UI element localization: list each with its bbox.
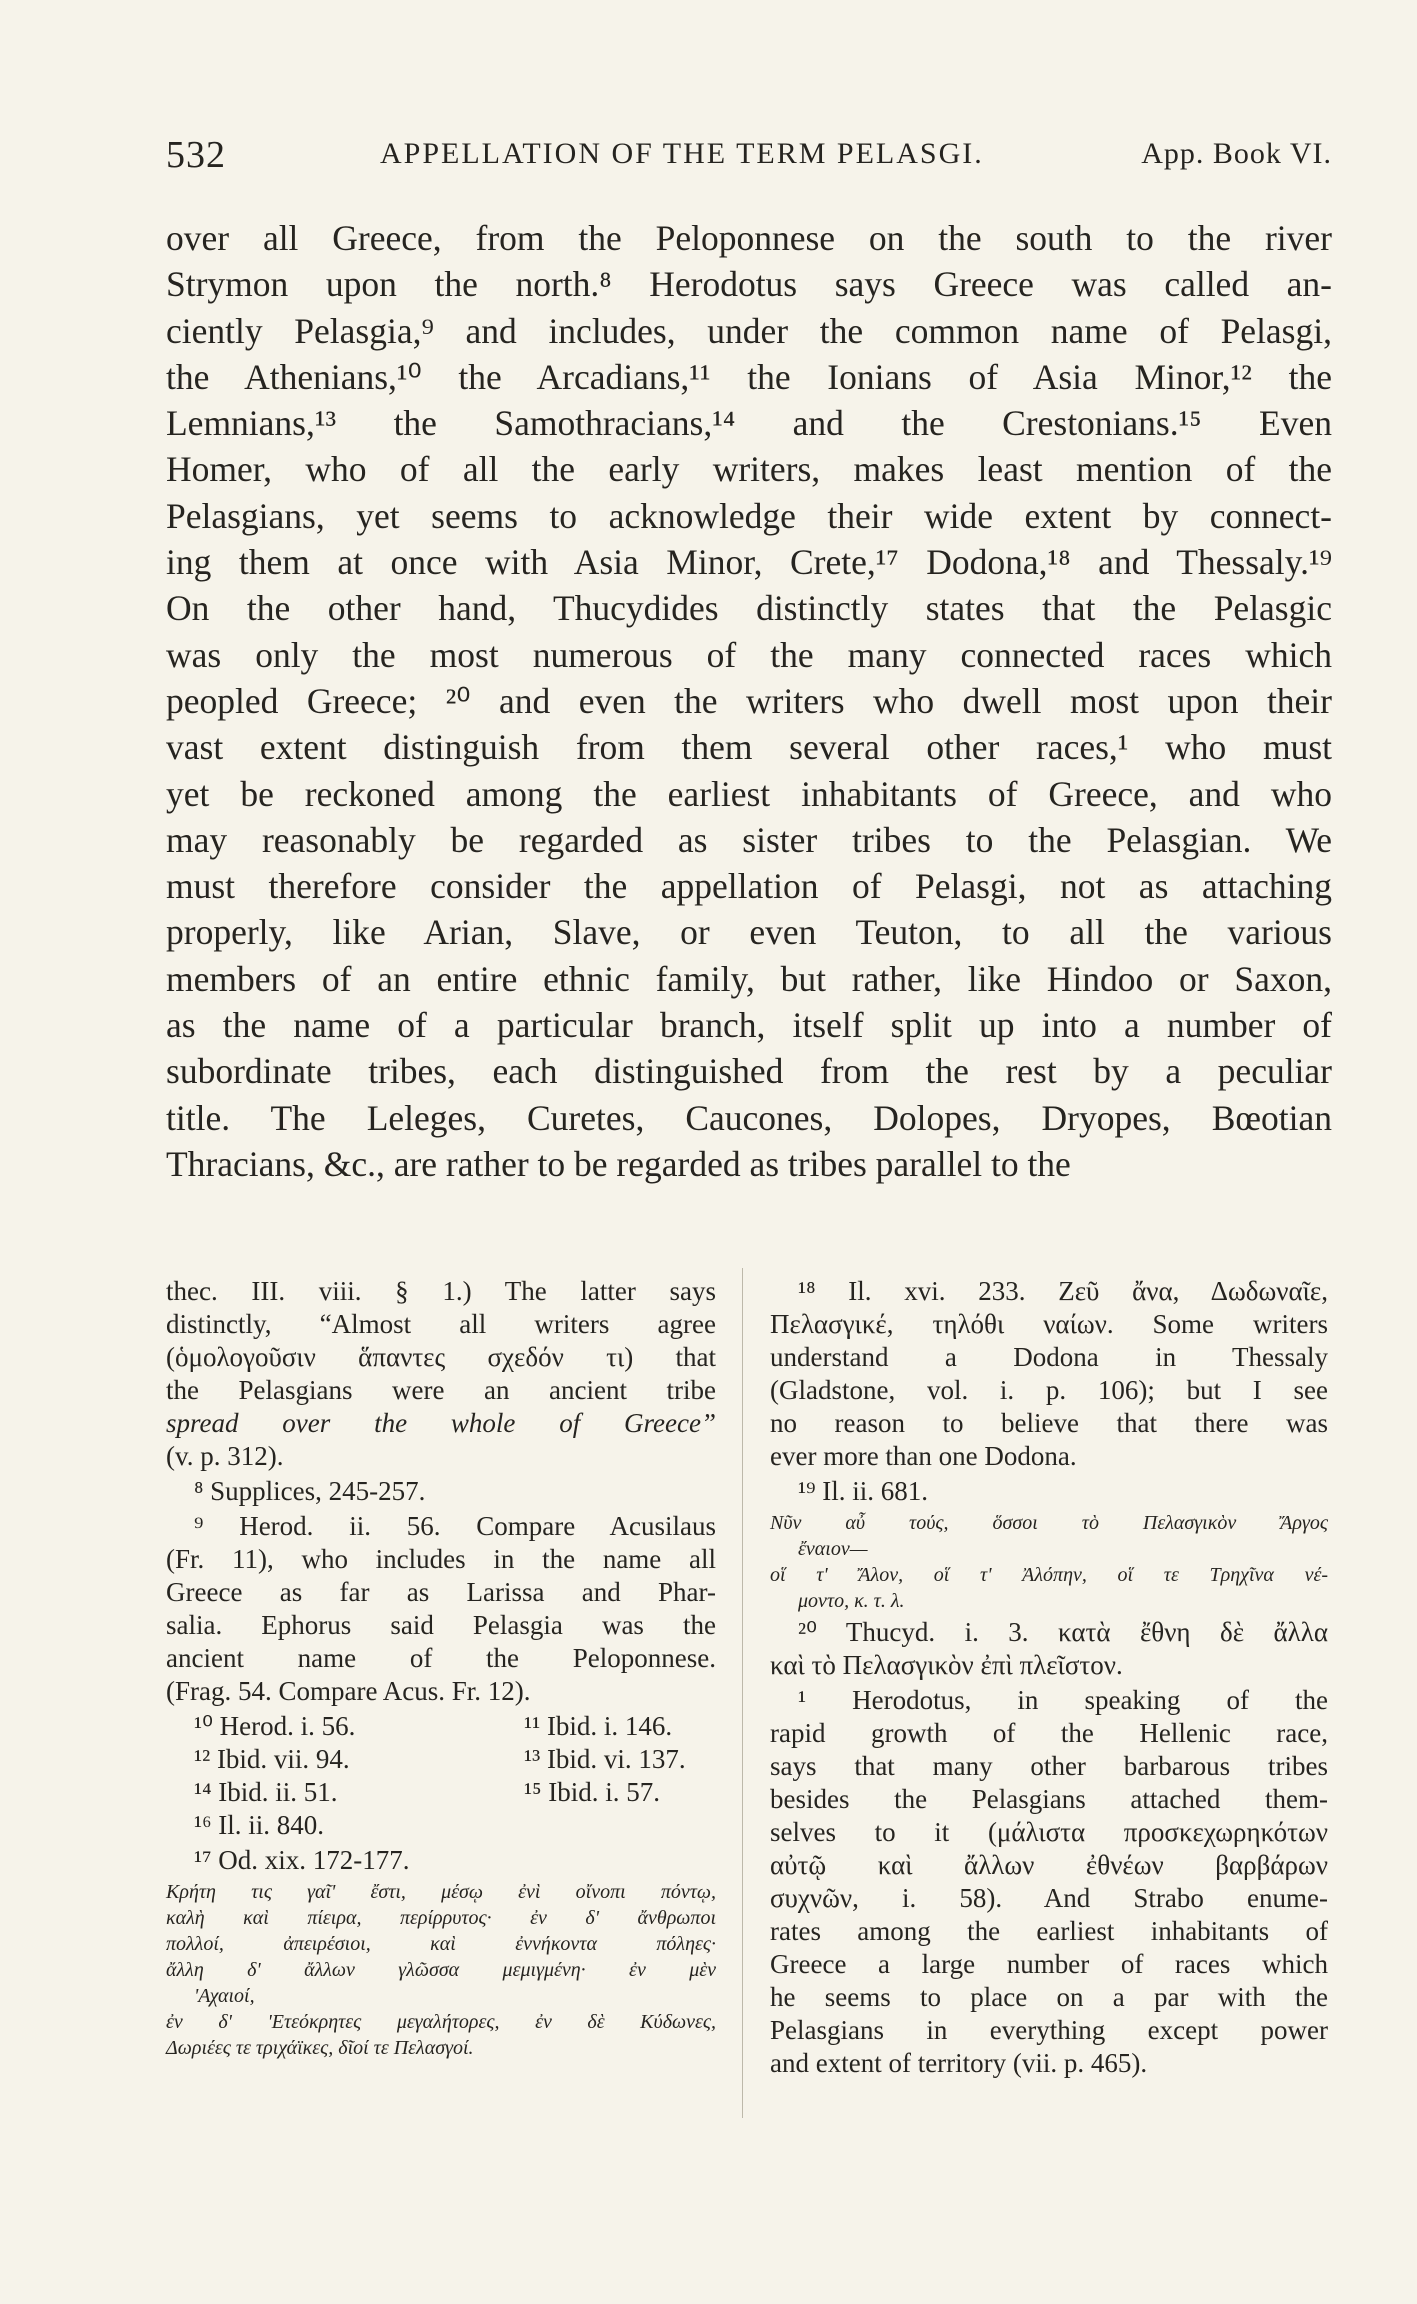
- body-line: Pelasgians, yet seems to acknowledge their wide extent by connect-: [166, 495, 1332, 536]
- footnote-pair: [166, 1743, 714, 1776]
- footnote-line: rapid growth of the Hellenic race,: [770, 1718, 1328, 1748]
- body-line: peopled Greece; ²⁰ and even the writers who dwell most upon their: [166, 680, 1332, 721]
- greek-line: μοντο, κ. τ. λ.: [798, 1590, 905, 1612]
- body-line: ing them at once with Asia Minor, Crete,¹⁷ Dodona,¹⁸ and Thessaly.¹⁹: [166, 542, 1332, 583]
- footnote-18: [770, 1275, 1328, 1473]
- greek-line: Δωριέες τε τριχάϊκες, δῖοί τε Πελασγοί.: [166, 2037, 474, 2059]
- footnote-line: besides the Pelasgians attached them-: [770, 1784, 1328, 1814]
- footnote-20: [770, 1616, 1328, 1682]
- footnote-19: ¹⁹ Il. ii. 681.: [798, 1476, 929, 1506]
- body-line: over all Greece, from the Peloponnese on the south to the river: [166, 218, 1332, 258]
- footnote-8: ⁸ Supplices, 245-257.: [194, 1476, 426, 1506]
- footnote-line: spread over the whole of Greece”: [166, 1408, 716, 1438]
- footnotes-right-column: [770, 1275, 1328, 2082]
- footnote-10: ¹⁰ Herod. i. 56.: [194, 1711, 356, 1741]
- footnote-14: ¹⁴ Ibid. ii. 51.: [194, 1777, 338, 1807]
- greek-quotation: [166, 1879, 716, 2061]
- footnote-line: Greece as far as Larissa and Phar-: [166, 1577, 716, 1607]
- body-line: Thracians, &c., are rather to be regarded as tribes parallel to the: [166, 1143, 1071, 1184]
- greek-line: ἐν δ' 'Ετεόκρητες μεγαλήτορες, ἐν δὲ Κύδωνες,: [166, 2011, 716, 2033]
- footnote-line: distinctly, “Almost all writers agree: [166, 1309, 716, 1339]
- footnote-line: καὶ τὸ Πελασγικὸν ἐπὶ πλεῖστον.: [770, 1650, 1123, 1680]
- footnote-continuation: [166, 1275, 716, 1473]
- section-label: App. Book VI.: [1141, 137, 1332, 170]
- footnote-line: ²⁰ Thucyd. i. 3. κατὰ ἔθνη δὲ ἄλλα: [798, 1617, 1328, 1647]
- footnote-line: ancient name of the Peloponnese.: [166, 1643, 716, 1673]
- footnote-line: ever more than one Dodona.: [770, 1441, 1077, 1471]
- footnote-line: (Fr. 11), who includes in the name all: [166, 1544, 716, 1574]
- body-line: On the other hand, Thucydides distinctly states that the Pelasgic: [166, 588, 1332, 629]
- footnote-line: (v. p. 312).: [166, 1441, 284, 1471]
- footnote-line: (ὁμολογοῦσιν ἅπαντες σχεδόν τι) that: [166, 1342, 716, 1372]
- footnote-16: ¹⁶ Il. ii. 840.: [194, 1810, 325, 1840]
- footnote-17: ¹⁷ Od. xix. 172-177.: [194, 1845, 410, 1875]
- body-line: Strymon upon the north.⁸ Herodotus says Greece was called an-: [166, 264, 1332, 305]
- greek-line: 'Αχαιοί,: [194, 1985, 255, 2007]
- body-line: ciently Pelasgia,⁹ and includes, under the common name of Pelasgi,: [166, 310, 1332, 351]
- footnote-line: ⁹ Herod. ii. 56. Compare Acusilaus: [194, 1511, 716, 1541]
- main-text: [166, 215, 1332, 1187]
- greek-line: ἔναιον—: [798, 1538, 868, 1560]
- body-line: Lemnians,¹³ the Samothracians,¹⁴ and the Crestonians.¹⁵ Even: [166, 403, 1332, 444]
- footnote-1: [770, 1684, 1328, 2080]
- greek-line: ἄλλη δ' ἄλλων γλῶσσα μεμιγμένη· ἐν μὲν: [166, 1959, 716, 1981]
- footnote-line: ¹⁸ Il. xvi. 233. Ζεῦ ἄνα, Δωδωναῖε,: [798, 1276, 1328, 1306]
- column-divider: [742, 1268, 743, 2118]
- footnote-line: selves to it (μάλιστα προσκεχωρηκότων: [770, 1817, 1328, 1847]
- body-line: yet be reckoned among the earliest inhabitants of Greece, and who: [166, 773, 1332, 814]
- body-line: properly, like Arian, Slave, or even Teuton, to all the various: [166, 912, 1332, 953]
- footnote-line: salia. Ephorus said Pelasgia was the: [166, 1610, 716, 1640]
- footnote-line: thec. III. viii. § 1.) The latter says: [166, 1276, 716, 1306]
- page-number: 532: [166, 134, 226, 176]
- body-line: members of an entire ethnic family, but rather, like Hindoo or Saxon,: [166, 958, 1332, 999]
- footnotes-left-column: [166, 1275, 716, 2063]
- body-line: title. The Leleges, Curetes, Caucones, Dolopes, Dryopes, Bœotian: [166, 1097, 1332, 1138]
- greek-line: Νῦν αὖ τούς, ὅσσοι τὸ Πελασγικὸν Ἄργος: [770, 1512, 1328, 1534]
- footnote-line: rates among the earliest inhabitants of: [770, 1916, 1328, 1946]
- footnote-line: Πελασγικέ, τηλόθι ναίων. Some writers: [770, 1309, 1328, 1339]
- footnote-line: Greece a large number of races which: [770, 1949, 1328, 1979]
- greek-line: πολλοί, ἀπειρέσιοι, καὶ ἐννήκοντα πόληες·: [166, 1933, 716, 1955]
- footnote-pair: [166, 1776, 714, 1809]
- greek-line: καλὴ καὶ πίειρα, περίρρυτος· ἐν δ' ἄνθρωποι: [166, 1907, 716, 1929]
- body-line: subordinate tribes, each distinguished from the rest by a peculiar: [166, 1051, 1332, 1092]
- footnote-line: Pelasgians in everything except power: [770, 2015, 1328, 2045]
- footnote-line: συχνῶν, i. 58). And Strabo enume-: [770, 1883, 1328, 1913]
- footnote-line: (Gladstone, vol. i. p. 106); but I see: [770, 1375, 1328, 1405]
- greek-line: Κρήτη τις γαῖ' ἔστι, μέσῳ ἐνὶ οἴνοπι πόντῳ,: [166, 1881, 716, 1903]
- footnote-line: (Frag. 54. Compare Acus. Fr. 12).: [166, 1676, 531, 1706]
- footnote-line: ¹ Herodotus, in speaking of the: [798, 1685, 1328, 1715]
- footnote-line: understand a Dodona in Thessaly: [770, 1342, 1328, 1372]
- running-title: APPELLATION OF THE TERM PELASGI.: [380, 137, 984, 170]
- greek-quotation: [770, 1510, 1328, 1614]
- body-line: was only the most numerous of the many connected races which: [166, 634, 1332, 675]
- footnote-9: [166, 1510, 716, 1708]
- footnote-11: ¹¹ Ibid. i. 146.: [524, 1711, 673, 1741]
- footnote-line: the Pelasgians were an ancient tribe: [166, 1375, 716, 1405]
- footnote-15: ¹⁵ Ibid. i. 57.: [524, 1777, 661, 1807]
- body-line: Homer, who of all the early writers, makes least mention of the: [166, 449, 1332, 490]
- footnote-line: he seems to place on a par with the: [770, 1982, 1328, 2012]
- footnote-line: αὐτῷ καὶ ἄλλων ἐθνέων βαρβάρων: [770, 1850, 1328, 1880]
- body-line: as the name of a particular branch, itself split up into a number of: [166, 1005, 1332, 1046]
- running-header: [166, 133, 1332, 177]
- footnote-line: and extent of territory (vii. p. 465).: [770, 2048, 1148, 2078]
- footnote-pair: [166, 1710, 714, 1743]
- body-line: the Athenians,¹⁰ the Arcadians,¹¹ the Ionians of Asia Minor,¹² the: [166, 356, 1332, 397]
- greek-line: οἵ τ' Ἄλον, οἵ τ' Ἀλόπην, οἵ τε Τρηχῖνα νέ-: [770, 1564, 1328, 1586]
- footnote-13: ¹³ Ibid. vi. 137.: [524, 1744, 686, 1774]
- footnote-12: ¹² Ibid. vii. 94.: [194, 1744, 350, 1774]
- body-line: must therefore consider the appellation of Pelasgi, not as attaching: [166, 866, 1332, 907]
- body-line: may reasonably be regarded as sister tribes to the Pelasgian. We: [166, 819, 1332, 860]
- body-line: vast extent distinguish from them several other races,¹ who must: [166, 727, 1332, 768]
- footnote-line: says that many other barbarous tribes: [770, 1751, 1328, 1781]
- footnote-line: no reason to believe that there was: [770, 1408, 1328, 1438]
